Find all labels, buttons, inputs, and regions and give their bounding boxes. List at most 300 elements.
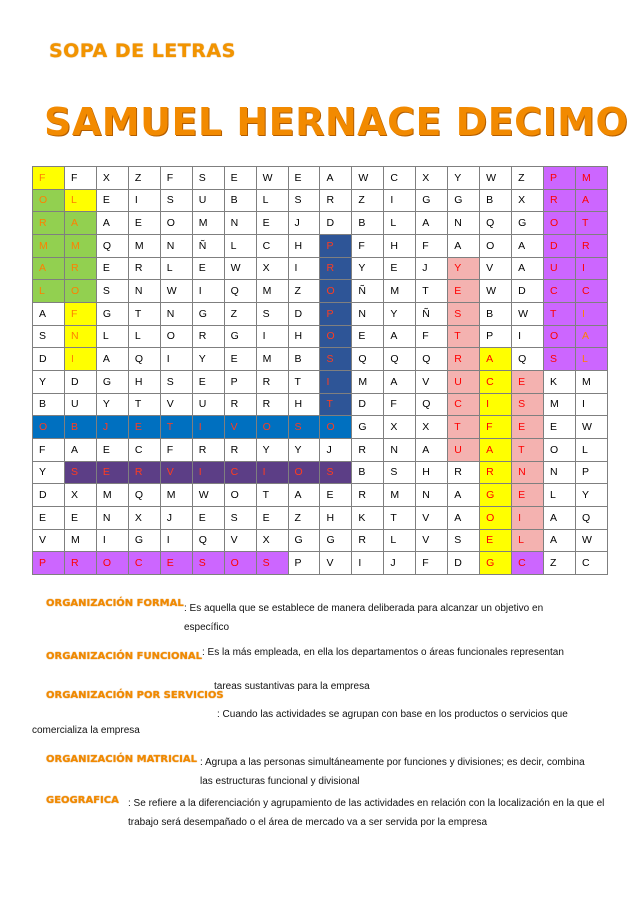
grid-cell: T xyxy=(128,302,160,325)
grid-cell: P xyxy=(575,461,607,484)
grid-cell: E xyxy=(448,280,480,303)
grid-cell: Y xyxy=(33,461,65,484)
grid-cell: M xyxy=(33,234,65,257)
grid-cell: S xyxy=(64,461,96,484)
grid-cell: O xyxy=(288,461,320,484)
grid-cell: R xyxy=(224,438,256,461)
grid-cell: X xyxy=(256,257,288,280)
grid-cell: Q xyxy=(128,484,160,507)
grid-cell: L xyxy=(160,257,192,280)
grid-cell: P xyxy=(480,325,512,348)
grid-cell: H xyxy=(128,370,160,393)
grid-cell: O xyxy=(160,212,192,235)
grid-cell: N xyxy=(544,461,576,484)
grid-cell: W xyxy=(160,280,192,303)
grid-cell: E xyxy=(128,212,160,235)
grid-cell: B xyxy=(288,348,320,371)
grid-cell: J xyxy=(160,506,192,529)
grid-cell: R xyxy=(224,393,256,416)
grid-cell: S xyxy=(256,552,288,575)
grid-cell: M xyxy=(192,212,224,235)
grid-cell: S xyxy=(224,506,256,529)
grid-cell: S xyxy=(192,552,224,575)
grid-cell: A xyxy=(512,234,544,257)
grid-cell: E xyxy=(192,506,224,529)
grid-cell: L xyxy=(224,234,256,257)
grid-cell: C xyxy=(480,370,512,393)
grid-row xyxy=(33,212,608,235)
grid-cell: I xyxy=(192,416,224,439)
grid-cell: M xyxy=(352,370,384,393)
grid-cell: S xyxy=(33,325,65,348)
grid-cell: L xyxy=(544,484,576,507)
grid-cell: S xyxy=(288,416,320,439)
grid-cell: A xyxy=(448,234,480,257)
grid-cell: T xyxy=(160,416,192,439)
grid-cell: F xyxy=(64,302,96,325)
grid-cell: E xyxy=(480,529,512,552)
grid-cell: N xyxy=(512,461,544,484)
page-title: SAMUEL HERNACE DECIMO xyxy=(44,100,629,144)
grid-cell: I xyxy=(288,257,320,280)
grid-cell: I xyxy=(352,552,384,575)
grid-cell: Z xyxy=(288,280,320,303)
grid-cell: E xyxy=(512,484,544,507)
term-label-formal: ORGANIZACIÓN FORMAL xyxy=(46,598,184,609)
grid-cell: L xyxy=(33,280,65,303)
grid-cell: Y xyxy=(192,348,224,371)
grid-cell: D xyxy=(33,484,65,507)
grid-cell: Q xyxy=(96,234,128,257)
grid-cell: A xyxy=(384,325,416,348)
grid-cell: W xyxy=(480,280,512,303)
grid-cell: F xyxy=(352,234,384,257)
term-definition-formal: : Es aquella que se establece de manera deliberada para alcanzar un objetivo en específico xyxy=(184,603,544,633)
grid-cell: R xyxy=(352,484,384,507)
grid-cell: G xyxy=(416,189,448,212)
term-label-servicios: ORGANIZACIÓN POR SERVICIOS xyxy=(46,690,224,701)
grid-cell: K xyxy=(352,506,384,529)
grid-cell: Z xyxy=(224,302,256,325)
grid-cell: S xyxy=(160,189,192,212)
grid-cell: S xyxy=(512,393,544,416)
grid-cell: P xyxy=(320,234,352,257)
grid-cell: J xyxy=(96,416,128,439)
grid-row xyxy=(33,484,608,507)
grid-cell: M xyxy=(575,370,607,393)
grid-cell: Y xyxy=(288,438,320,461)
grid-cell: S xyxy=(256,302,288,325)
grid-row xyxy=(33,529,608,552)
grid-row xyxy=(33,552,608,575)
grid-row xyxy=(33,370,608,393)
grid-cell: Q xyxy=(480,212,512,235)
grid-cell: O xyxy=(544,438,576,461)
grid-cell: H xyxy=(288,234,320,257)
grid-cell: V xyxy=(224,529,256,552)
grid-cell: D xyxy=(352,393,384,416)
grid-cell: E xyxy=(160,552,192,575)
grid-cell: V xyxy=(160,393,192,416)
grid-cell: S xyxy=(288,189,320,212)
grid-cell: I xyxy=(64,348,96,371)
grid-cell: R xyxy=(448,348,480,371)
grid-cell: O xyxy=(320,416,352,439)
grid-cell: M xyxy=(96,484,128,507)
grid-cell: I xyxy=(575,393,607,416)
grid-cell: W xyxy=(575,416,607,439)
grid-cell: I xyxy=(512,506,544,529)
grid-cell: E xyxy=(96,461,128,484)
grid-cell: E xyxy=(192,370,224,393)
grid-cell: Y xyxy=(96,393,128,416)
grid-cell: W xyxy=(224,257,256,280)
grid-cell: A xyxy=(320,167,352,190)
grid-cell: G xyxy=(288,529,320,552)
grid-cell: F xyxy=(416,325,448,348)
grid-row xyxy=(33,506,608,529)
grid-cell: I xyxy=(575,257,607,280)
grid-cell: C xyxy=(575,552,607,575)
grid-cell: F xyxy=(64,167,96,190)
grid-cell: E xyxy=(256,212,288,235)
grid-cell: M xyxy=(256,280,288,303)
grid-cell: I xyxy=(160,348,192,371)
grid-cell: D xyxy=(448,552,480,575)
grid-cell: G xyxy=(480,552,512,575)
grid-cell: D xyxy=(512,280,544,303)
grid-cell: G xyxy=(96,370,128,393)
grid-cell: E xyxy=(96,438,128,461)
term-label-geografica: GEOGRAFICA xyxy=(46,795,119,806)
grid-cell: V xyxy=(160,461,192,484)
grid-cell: G xyxy=(96,302,128,325)
grid-cell: Y xyxy=(448,167,480,190)
grid-cell: Ñ xyxy=(192,234,224,257)
grid-cell: R xyxy=(448,461,480,484)
grid-cell: N xyxy=(384,438,416,461)
grid-cell: O xyxy=(160,325,192,348)
grid-row xyxy=(33,189,608,212)
grid-cell: A xyxy=(512,257,544,280)
grid-cell: B xyxy=(352,461,384,484)
grid-cell: X xyxy=(384,416,416,439)
grid-cell: C xyxy=(384,167,416,190)
grid-cell: A xyxy=(448,506,480,529)
grid-cell: S xyxy=(192,167,224,190)
grid-cell: E xyxy=(33,506,65,529)
grid-cell: C xyxy=(448,393,480,416)
grid-cell: L xyxy=(575,438,607,461)
grid-cell: A xyxy=(544,529,576,552)
grid-cell: I xyxy=(192,280,224,303)
grid-cell: F xyxy=(33,167,65,190)
grid-cell: G xyxy=(512,212,544,235)
grid-cell: T xyxy=(256,484,288,507)
grid-cell: X xyxy=(416,416,448,439)
grid-cell: V xyxy=(224,416,256,439)
grid-cell: Z xyxy=(128,167,160,190)
grid-cell: A xyxy=(64,438,96,461)
grid-cell: Z xyxy=(352,189,384,212)
grid-cell: E xyxy=(256,506,288,529)
grid-cell: G xyxy=(192,302,224,325)
grid-cell: Y xyxy=(33,370,65,393)
page-subtitle: SOPA DE LETRAS xyxy=(49,40,236,62)
grid-cell: A xyxy=(288,484,320,507)
grid-cell: R xyxy=(256,393,288,416)
grid-cell: M xyxy=(64,529,96,552)
grid-cell: M xyxy=(544,393,576,416)
grid-cell: E xyxy=(544,416,576,439)
grid-cell: R xyxy=(128,257,160,280)
grid-cell: V xyxy=(416,370,448,393)
grid-cell: E xyxy=(512,370,544,393)
grid-cell: Y xyxy=(575,484,607,507)
grid-cell: S xyxy=(160,370,192,393)
grid-cell: A xyxy=(416,438,448,461)
grid-cell: A xyxy=(575,189,607,212)
grid-cell: Y xyxy=(352,257,384,280)
grid-cell: N xyxy=(128,280,160,303)
grid-cell: R xyxy=(352,529,384,552)
grid-cell: J xyxy=(384,552,416,575)
grid-cell: C xyxy=(224,461,256,484)
grid-cell: S xyxy=(384,461,416,484)
grid-cell: G xyxy=(352,416,384,439)
grid-cell: O xyxy=(224,552,256,575)
grid-cell: O xyxy=(480,506,512,529)
grid-cell: D xyxy=(320,212,352,235)
grid-cell: W xyxy=(480,167,512,190)
grid-row xyxy=(33,257,608,280)
grid-cell: T xyxy=(448,325,480,348)
grid-row xyxy=(33,280,608,303)
grid-cell: O xyxy=(256,416,288,439)
grid-cell: R xyxy=(575,234,607,257)
grid-cell: L xyxy=(384,212,416,235)
grid-row xyxy=(33,416,608,439)
grid-cell: S xyxy=(96,280,128,303)
grid-cell: A xyxy=(33,257,65,280)
grid-cell: X xyxy=(416,167,448,190)
grid-cell: T xyxy=(544,302,576,325)
term-definition-matricial: : Agrupa a las personas simultáneamente por funciones y divisiones; es decir, combina las estructuras funcional y divisional xyxy=(200,757,585,787)
grid-cell: X xyxy=(96,167,128,190)
grid-cell: O xyxy=(480,234,512,257)
grid-cell: L xyxy=(64,189,96,212)
grid-cell: A xyxy=(480,438,512,461)
grid-cell: A xyxy=(416,212,448,235)
grid-row xyxy=(33,393,608,416)
grid-cell: R xyxy=(480,461,512,484)
grid-cell: V xyxy=(416,529,448,552)
grid-cell: K xyxy=(544,370,576,393)
grid-cell: G xyxy=(224,325,256,348)
grid-cell: X xyxy=(512,189,544,212)
grid-cell: E xyxy=(64,506,96,529)
grid-cell: B xyxy=(64,416,96,439)
grid-cell: I xyxy=(256,461,288,484)
grid-cell: Q xyxy=(416,348,448,371)
word-search-grid xyxy=(32,166,608,575)
grid-cell: P xyxy=(33,552,65,575)
grid-cell: I xyxy=(160,529,192,552)
term-definition-servicios: : Cuando las actividades se agrupan con base en los productos o servicios que xyxy=(217,709,568,720)
grid-cell: L xyxy=(575,348,607,371)
grid-cell: V xyxy=(320,552,352,575)
grid-cell: T xyxy=(128,393,160,416)
grid-cell: F xyxy=(160,167,192,190)
grid-cell: Q xyxy=(384,348,416,371)
grid-cell: U xyxy=(64,393,96,416)
grid-cell: F xyxy=(416,552,448,575)
grid-cell: E xyxy=(352,325,384,348)
grid-cell: P xyxy=(544,167,576,190)
grid-cell: I xyxy=(480,393,512,416)
grid-cell: A xyxy=(544,506,576,529)
grid-cell: U xyxy=(192,189,224,212)
grid-cell: E xyxy=(320,484,352,507)
grid-cell: L xyxy=(96,325,128,348)
grid-row xyxy=(33,302,608,325)
grid-cell: O xyxy=(544,325,576,348)
term-definition-geografica: : Se refiere a la diferenciación y agrupamiento de las actividades en relación con la localización en la que el trabajo será desempañado o el área de mercado va a ser servida por la empresa xyxy=(128,798,605,828)
grid-cell: N xyxy=(64,325,96,348)
grid-cell: E xyxy=(96,189,128,212)
grid-cell: N xyxy=(160,234,192,257)
grid-cell: Z xyxy=(512,167,544,190)
grid-cell: Q xyxy=(192,529,224,552)
grid-cell: O xyxy=(64,280,96,303)
grid-cell: Q xyxy=(416,393,448,416)
grid-cell: Z xyxy=(288,506,320,529)
grid-cell: Q xyxy=(575,506,607,529)
grid-cell: S xyxy=(544,348,576,371)
grid-cell: E xyxy=(128,416,160,439)
grid-cell: I xyxy=(575,302,607,325)
grid-cell: L xyxy=(256,189,288,212)
grid-cell: S xyxy=(448,302,480,325)
grid-cell: T xyxy=(416,280,448,303)
grid-cell: S xyxy=(320,348,352,371)
grid-cell: I xyxy=(320,370,352,393)
grid-cell: C xyxy=(128,552,160,575)
grid-cell: O xyxy=(224,484,256,507)
grid-cell: H xyxy=(288,393,320,416)
grid-cell: Q xyxy=(352,348,384,371)
grid-cell: B xyxy=(224,189,256,212)
grid-cell: F xyxy=(160,438,192,461)
grid-cell: R xyxy=(352,438,384,461)
grid-cell: C xyxy=(256,234,288,257)
grid-cell: U xyxy=(448,370,480,393)
grid-cell: C xyxy=(512,552,544,575)
grid-cell: M xyxy=(256,348,288,371)
grid-cell: F xyxy=(384,393,416,416)
grid-cell: R xyxy=(192,325,224,348)
grid-cell: T xyxy=(288,370,320,393)
grid-cell: C xyxy=(128,438,160,461)
grid-row xyxy=(33,348,608,371)
grid-cell: B xyxy=(33,393,65,416)
grid-cell: R xyxy=(33,212,65,235)
grid-cell: U xyxy=(192,393,224,416)
grid-cell: T xyxy=(575,212,607,235)
grid-cell: I xyxy=(256,325,288,348)
grid-cell: L xyxy=(512,529,544,552)
grid-cell: W xyxy=(512,302,544,325)
grid-cell: A xyxy=(575,325,607,348)
grid-cell: B xyxy=(480,302,512,325)
grid-cell: E xyxy=(96,257,128,280)
grid-cell: V xyxy=(480,257,512,280)
grid-cell: A xyxy=(96,212,128,235)
grid-cell: G xyxy=(448,189,480,212)
grid-cell: P xyxy=(288,552,320,575)
grid-cell: V xyxy=(33,529,65,552)
grid-cell: L xyxy=(128,325,160,348)
grid-cell: O xyxy=(320,280,352,303)
grid-cell: Q xyxy=(224,280,256,303)
grid-cell: Y xyxy=(448,257,480,280)
grid-cell: X xyxy=(64,484,96,507)
grid-cell: U xyxy=(544,257,576,280)
term-label-funcional: ORGANIZACIÓN FUNCIONAL xyxy=(46,651,203,662)
grid-cell: A xyxy=(384,370,416,393)
grid-cell: H xyxy=(416,461,448,484)
grid-cell: O xyxy=(544,212,576,235)
grid-cell: R xyxy=(320,189,352,212)
grid-cell: T xyxy=(448,416,480,439)
grid-cell: O xyxy=(320,325,352,348)
grid-cell: A xyxy=(96,348,128,371)
grid-cell: H xyxy=(384,234,416,257)
grid-cell: Y xyxy=(384,302,416,325)
grid-cell: E xyxy=(224,348,256,371)
grid-row xyxy=(33,325,608,348)
grid-cell: L xyxy=(384,529,416,552)
grid-cell: I xyxy=(128,189,160,212)
grid-cell: T xyxy=(384,506,416,529)
grid-cell: Ñ xyxy=(352,280,384,303)
grid-row xyxy=(33,461,608,484)
grid-row xyxy=(33,167,608,190)
grid-cell: X xyxy=(128,506,160,529)
grid-cell: T xyxy=(320,393,352,416)
grid-cell: N xyxy=(224,212,256,235)
grid-cell: R xyxy=(192,438,224,461)
grid-cell: B xyxy=(352,212,384,235)
grid-cell: Q xyxy=(512,348,544,371)
grid-cell: H xyxy=(288,325,320,348)
grid-cell: N xyxy=(96,506,128,529)
grid-cell: J xyxy=(320,438,352,461)
grid-cell: E xyxy=(288,167,320,190)
grid-cell: G xyxy=(320,529,352,552)
grid-cell: N xyxy=(416,484,448,507)
grid-cell: I xyxy=(512,325,544,348)
grid-cell: D xyxy=(33,348,65,371)
grid-cell: C xyxy=(544,280,576,303)
grid-cell: U xyxy=(448,438,480,461)
grid-cell: R xyxy=(320,257,352,280)
grid-cell: R xyxy=(256,370,288,393)
grid-cell: D xyxy=(64,370,96,393)
grid-cell: G xyxy=(480,484,512,507)
grid-row xyxy=(33,438,608,461)
grid-cell: F xyxy=(480,416,512,439)
